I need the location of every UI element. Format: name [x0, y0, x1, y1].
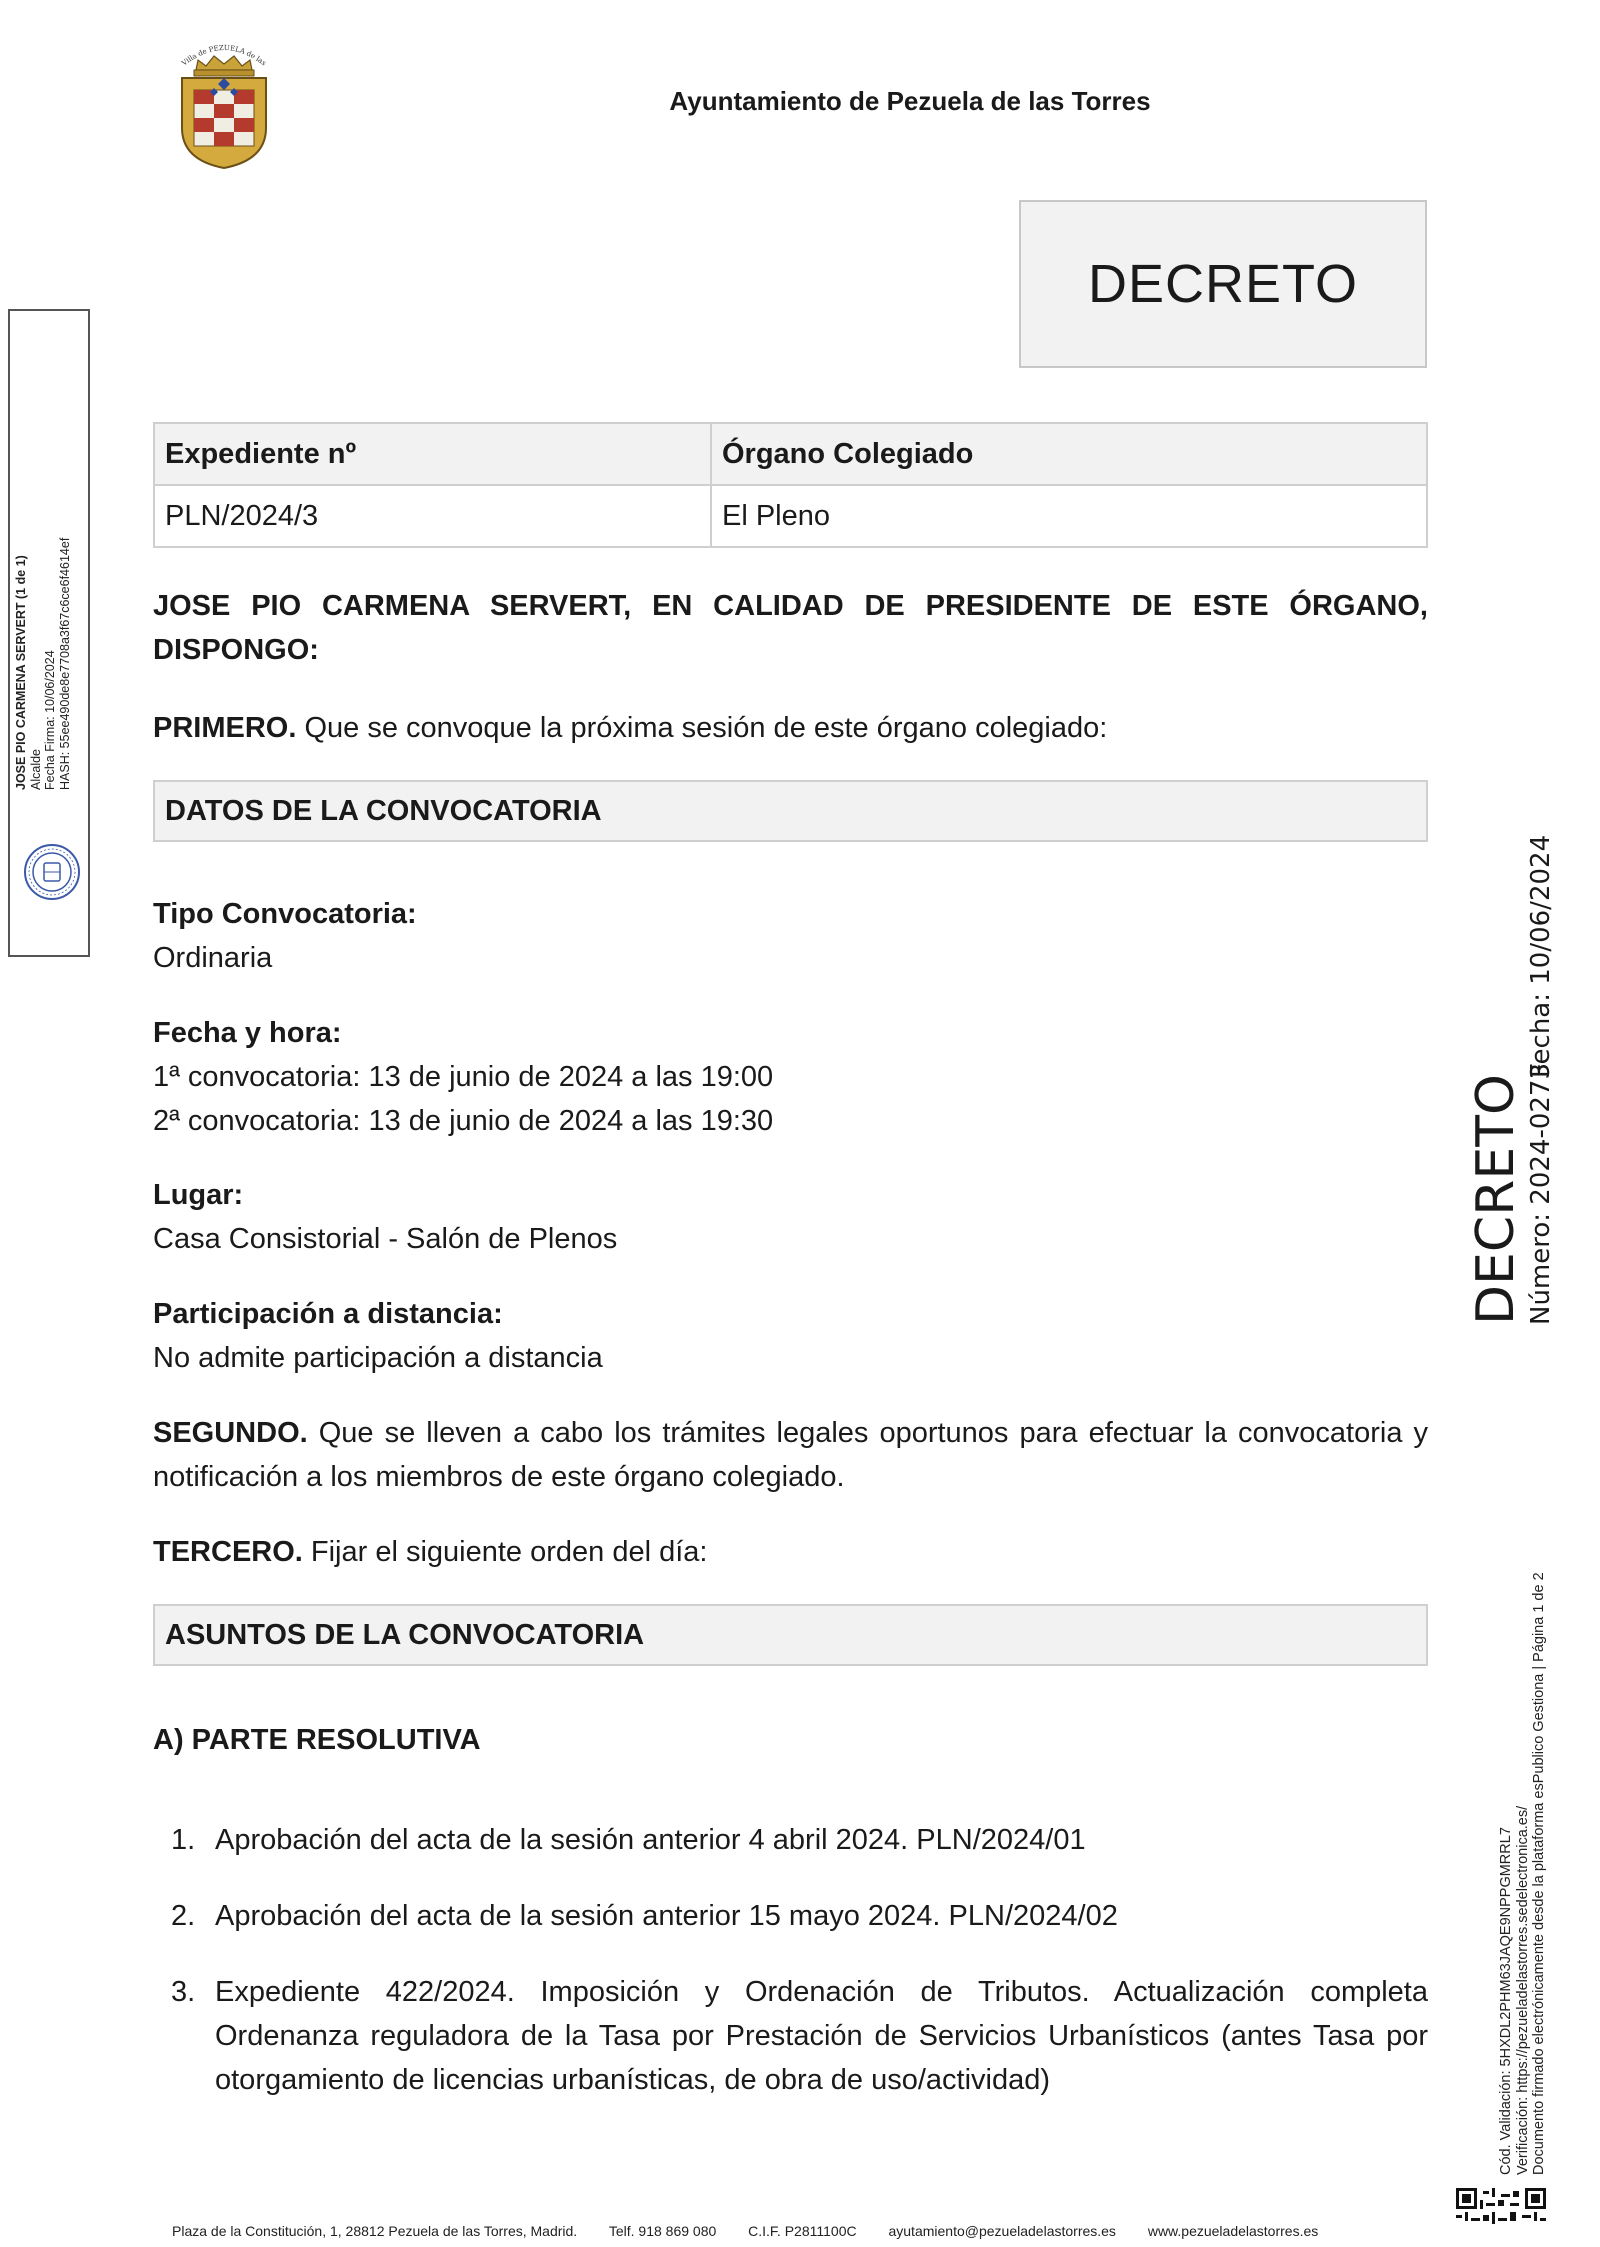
stamp-number: Número: 2024-0273: [1526, 1062, 1556, 1325]
participacion-value: No admite participación a distancia: [153, 1342, 603, 1374]
footer-address: Plaza de la Constitución, 1, 28812 Pezuela de las Torres, Madrid.: [172, 2223, 578, 2239]
fecha-hora-block: [153, 1011, 1428, 1143]
tipo-convocatoria-block: [153, 892, 1428, 980]
list-item: [153, 1970, 1428, 2102]
header-expediente: Expediente nº: [154, 423, 711, 485]
participacion-label: Participación a distancia:: [153, 1298, 503, 1330]
primero-text: Que se convoque la próxima sesión de este órgano colegiado:: [296, 712, 1108, 744]
town-title: Ayuntamiento de Pezuela de las Torres: [669, 86, 1151, 116]
list-item-text: Aprobación del acta de la sesión anterior 4 abril 2024. PLN/2024/01: [215, 1824, 1086, 1856]
lugar-block: [153, 1173, 1428, 1261]
lugar-value: Casa Consistorial - Salón de Plenos: [153, 1223, 618, 1255]
svg-text:Villa de PEZUELA de las TORRES: Villa de PEZUELA de las: [180, 43, 268, 68]
segundo-label: SEGUNDO.: [153, 1417, 308, 1449]
footer-web[interactable]: www.pezueladelastorres.es: [1147, 2223, 1319, 2239]
tercero-paragraph: [153, 1530, 1428, 1574]
list-item-text: Aprobación del acta de la sesión anterior 15 mayo 2024. PLN/2024/02: [215, 1900, 1118, 1932]
primero-label: PRIMERO.: [153, 712, 297, 744]
verification-url[interactable]: Verificación: https://pezueladelastorres.sedelectronica.es/: [1514, 1805, 1531, 2175]
list-item: [153, 1894, 1428, 1938]
page-footer: [172, 2223, 1346, 2239]
tipo-label: Tipo Convocatoria:: [153, 898, 417, 930]
fecha-primera: 1ª convocatoria: 13 de junio de 2024 a las 19:00: [153, 1061, 774, 1093]
list-item-number: 1.: [171, 1824, 196, 1856]
qr-code-icon: [1456, 2188, 1546, 2247]
expediente-table: [153, 422, 1428, 548]
list-item-number: 3.: [171, 1976, 196, 2008]
validation-code: Cód. Validación: 5HXDL2PHM63JAQE9NPPGMRRL7: [1498, 1827, 1514, 2175]
intro-statement: JOSE PIO CARMENA SERVERT, EN CALIDAD DE PRESIDENTE DE ESTE ÓRGANO, DISPONGO:: [153, 590, 1428, 666]
document-type-box: [1019, 200, 1427, 368]
segundo-paragraph: [153, 1411, 1428, 1499]
verification-info: [1498, 1455, 1548, 2175]
datos-convocatoria-heading: DATOS DE LA CONVOCATORIA: [153, 780, 1428, 842]
fecha-segunda: 2ª convocatoria: 13 de junio de 2024 a las 19:30: [153, 1105, 774, 1137]
footer-phone: Telf. 918 869 080: [608, 2223, 717, 2239]
tipo-value: Ordinaria: [153, 942, 273, 974]
stamp-date: Fecha: 10/06/2024: [1526, 834, 1556, 1078]
signer-name: JOSE PIO CARMENA SERVERT (1 de 1): [14, 555, 28, 790]
fecha-label: Fecha y hora:: [153, 1017, 342, 1049]
expediente-value: PLN/2024/3: [154, 485, 711, 547]
asuntos-convocatoria-heading: ASUNTOS DE LA CONVOCATORIA: [153, 1604, 1428, 1666]
stamp-title: DECRETO: [1466, 1074, 1526, 1325]
segundo-text: Que se lleven a cabo los trámites legales oportunos para efectuar la convocatoria y notificación a los miembros de este órgano colegiado.: [153, 1417, 1428, 1493]
lugar-label: Lugar:: [153, 1179, 244, 1211]
parte-resolutiva-heading: A) PARTE RESOLUTIVA: [153, 1724, 481, 1756]
footer-cif: C.I.F. P2811100C: [748, 2223, 857, 2239]
signature-date: Fecha Firma: 10/06/2024: [43, 650, 57, 790]
participacion-block: [153, 1292, 1428, 1380]
list-item: [153, 1818, 1428, 1862]
platform-note: Documento firmado electrónicamente desde la plataforma esPublico Gestiona | Página 1 de 2: [1531, 1572, 1547, 2175]
tercero-label: TERCERO.: [153, 1536, 303, 1568]
organo-value: El Pleno: [711, 485, 1427, 547]
list-item-number: 2.: [171, 1900, 196, 1932]
table-header-row: [154, 423, 1427, 485]
tercero-text: Fijar el siguiente orden del día:: [302, 1536, 708, 1568]
town-crest-logo: [170, 40, 278, 170]
signature-hash: HASH: 55ee490de8e7708a3f67c6ce6f4614ef: [57, 537, 72, 790]
agenda-list: [153, 1818, 1428, 2102]
document-type-label: DECRETO: [1087, 254, 1359, 314]
signature-info: [14, 190, 88, 790]
table-row: [154, 485, 1427, 547]
signer-role: Alcalde: [28, 749, 43, 790]
official-seal-icon: [22, 842, 82, 902]
footer-email[interactable]: ayutamiento@pezueladelastorres.es: [888, 2223, 1116, 2239]
primero-paragraph: [153, 706, 1428, 750]
header-organo: Órgano Colegiado: [711, 423, 1427, 485]
list-item-text: Expediente 422/2024. Imposición y Ordenación de Tributos. Actualización completa Ordenanza reguladora de la Tasa por Prestación de Servicios Urbanísticos (antes Tasa por otorgamiento de licencias urbanísticas, de obra de uso/actividad): [215, 1976, 1428, 2096]
